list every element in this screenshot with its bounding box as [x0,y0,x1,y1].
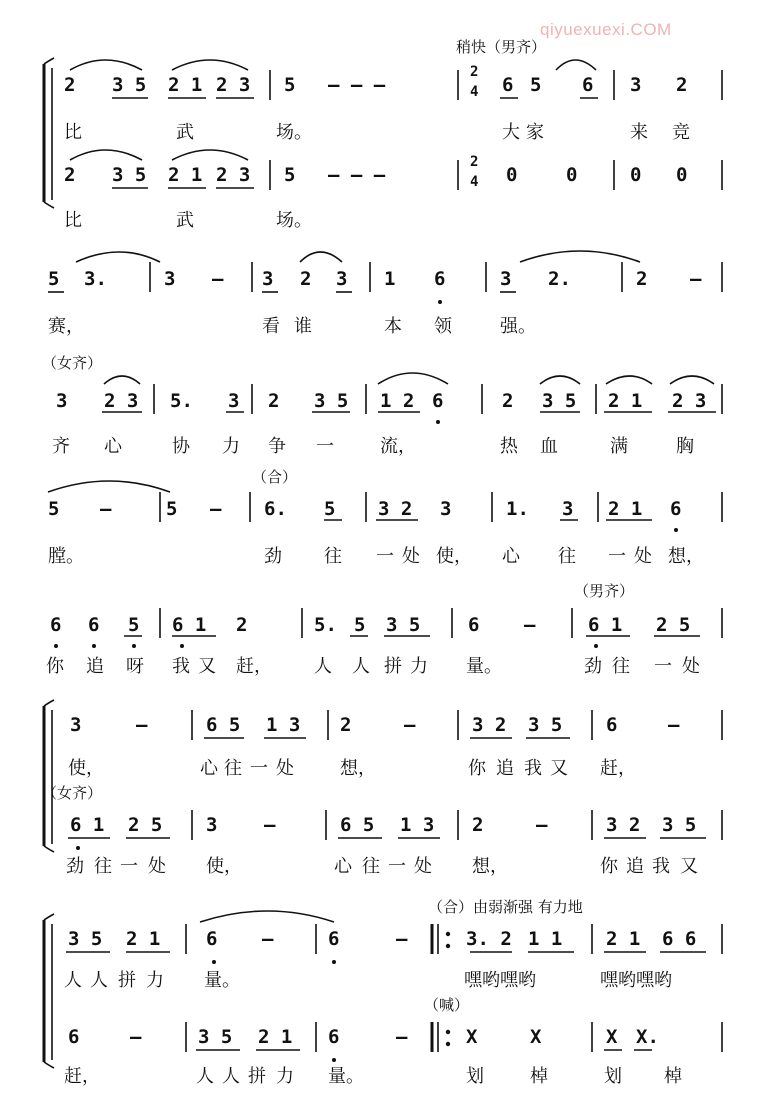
part-label: （女齐） [42,354,103,372]
lyric: 你 [600,856,618,877]
note: 2 5 [656,614,691,636]
note: 3 5 [112,74,147,96]
note: 1 1 [528,928,563,950]
note: 3 [562,498,574,520]
lyric: 赶， [600,758,636,779]
note: 1 [384,268,396,290]
note: 3 2 [472,714,507,736]
lyric: 齐 [52,436,70,457]
part-label: （男齐） [574,582,635,600]
lyric: 流， [380,436,416,457]
note: 6 6 [662,928,697,950]
lyric: 你 [468,758,486,779]
note: 2 [64,74,76,96]
lyric: 想， [340,758,376,779]
lyric: 处 [682,656,700,677]
lyric: 满 [610,436,628,457]
lyric: 看谁 [262,316,326,337]
dash: – [524,614,536,636]
dash: – [404,714,416,736]
part-label: （合） [252,468,298,486]
tempo-marking: 稍快（男齐） [456,38,547,56]
lyric: 血 [540,436,558,457]
lyric: 往 [362,856,380,877]
note: 6 1 [588,614,623,636]
note: 5 [128,614,140,636]
note: 6 [206,928,218,950]
lyric: 划 [466,1066,484,1087]
lyric: 往 [612,656,630,677]
lyric: 处 [414,856,432,877]
lyric: 我 [172,656,190,677]
note: 5 [530,74,542,96]
dash: – [690,268,702,290]
note: 5 [284,74,296,96]
note: 3 5 [528,714,563,736]
note: 3 [56,390,68,412]
dash: – [212,268,224,290]
lyric: 来竞 [630,122,714,143]
note: 1. [506,498,529,520]
note: 6 5 [340,814,375,836]
lyric: 心 [334,856,352,877]
note: 6 [68,1026,80,1048]
note: 6 [502,74,514,96]
note: 2 3 [216,164,251,186]
note: 3 [500,268,512,290]
lyric: 协 [172,436,190,457]
note: 3 5 [542,390,577,412]
lyric: 膛。 [48,546,84,567]
lyric: 心 [104,436,122,457]
lyric: 量。 [466,656,502,677]
note: 2 [64,164,76,186]
note: 6 [582,74,594,96]
lyric: 心 [200,758,218,779]
dashes: – – – [328,74,386,96]
lyric: 处 [402,546,420,567]
note: 2 1 [126,928,161,950]
note: 3. [84,268,107,290]
lyric: 人 [352,656,370,677]
lyric: 嘿哟嘿哟 [464,970,536,991]
note: 3 [228,390,240,412]
lyric: 场。 [276,210,312,231]
lyric: 棹 [530,1066,548,1087]
lyric: 赛， [48,316,84,337]
lyric: 领 [434,316,452,337]
lyric: 往 [224,758,242,779]
note: 5 [48,498,60,520]
rest: 0 [676,164,688,186]
note: 3 5 [314,390,349,412]
note: 5 [284,164,296,186]
clap-x: X [606,1026,618,1048]
dash: – [668,714,680,736]
lyric: 处 [148,856,166,877]
lyric: 呀 [126,656,144,677]
lyric: 人 [196,1066,214,1087]
rest: 0 [630,164,642,186]
note: 6 [432,390,444,412]
note: 2 1 [258,1026,293,1048]
note: 2 1 [608,498,643,520]
lyric: 拼 [384,656,402,677]
note: 2 [340,714,352,736]
dash: – [396,928,408,950]
lyric: 比 [64,122,82,143]
dash: – [210,498,222,520]
dash: – [130,1026,142,1048]
note: 6 1 [172,614,207,636]
note: 5. [314,614,337,636]
note: 3. 2 [466,928,512,950]
note: 3 [336,268,348,290]
note: 3 2 [378,498,413,520]
note: 1 3 [400,814,435,836]
lyric: 力 [410,656,428,677]
dash: – [396,1026,408,1048]
lyric: 武 [176,210,194,231]
note: 2 [502,390,514,412]
lyric: 你 [46,656,64,677]
lyric: 劲 [264,546,282,567]
note: 6 [88,614,100,636]
lyric: 使， [68,758,104,779]
time-sig-bottom: 4 [470,174,479,190]
note: 5. [170,390,193,412]
note: 3 [262,268,274,290]
lyric: 场。 [276,122,312,143]
lyric: 热 [500,436,518,457]
lyric: 往 [558,546,576,567]
lyric: 追 [86,656,104,677]
note: 6 [328,1026,340,1048]
lyric: 追 [626,856,644,877]
note: 6 [670,498,682,520]
clap-x: X [466,1026,478,1048]
lyric: 一 [388,856,406,877]
dash: – [100,498,112,520]
note: 6 [468,614,480,636]
lyric: 一 [316,436,334,457]
lyric: 处 [634,546,652,567]
clap-x: X [530,1026,542,1048]
lyric: 赶， [64,1066,100,1087]
note: 5 [48,268,60,290]
note: 1 3 [266,714,301,736]
lyric: 争 [268,436,286,457]
note: 2 1 [608,390,643,412]
lyric: 大家 [502,122,550,143]
note: 3 5 [662,814,697,836]
note: 2 1 [168,74,203,96]
lyric: 划 [604,1066,622,1087]
lyric: 一 [120,856,138,877]
note: 5 [324,498,336,520]
rest: 0 [506,164,518,186]
note: 2 [676,74,688,96]
note: 2 [268,390,280,412]
note: 6 1 [70,814,105,836]
note: 6 [328,928,340,950]
note: 6 [606,714,618,736]
lyric: 拼 [248,1066,266,1087]
note: 2 5 [128,814,163,836]
lyric: 使， [436,546,472,567]
note: 5 [354,614,366,636]
lyric: 心 [502,546,520,567]
note: 3 5 [68,928,103,950]
lyric: 强。 [500,316,536,337]
note: 6 5 [206,714,241,736]
lyric: 力 [146,970,164,991]
lyric: 比 [64,210,82,231]
note: 3 5 [112,164,147,186]
dash: – [136,714,148,736]
note: 3 5 [386,614,421,636]
clap-x: X. [636,1026,659,1048]
note: 6. [264,498,287,520]
lyric: 量。 [328,1066,364,1087]
lyric: 人 [90,970,108,991]
note: 2 3 [216,74,251,96]
note: 2 [236,614,248,636]
note: 3 5 [198,1026,233,1048]
note: 1 2 [380,390,415,412]
lyric: 追 [496,758,514,779]
rest: 0 [566,164,578,186]
lyric: 力 [276,1066,294,1087]
lyric: 力 [222,436,240,457]
note: 3 2 [606,814,641,836]
lyric: 又 [550,758,568,779]
lyric: 劲 [584,656,602,677]
lyric: 拼 [118,970,136,991]
lyric: 往 [324,546,342,567]
dash: – [262,928,274,950]
lyric: 一 [608,546,626,567]
note: 2 1 [606,928,641,950]
lyric: 往 [94,856,112,877]
watermark: qiyuexuexi.COM [540,20,672,39]
lyric: 劲 [66,856,84,877]
lyric: 本 [384,316,402,337]
lyric: 武 [176,122,194,143]
lyric: 量。 [204,970,240,991]
lyric: 胸 [676,436,694,457]
lyric: 使， [206,856,242,877]
lyric: 人 [314,656,332,677]
lyric: 人 [222,1066,240,1087]
time-sig-bottom: 4 [470,84,479,100]
note: 6 [50,614,62,636]
note: 2 [472,814,484,836]
note: 3 [440,498,452,520]
note: 3 [630,74,642,96]
note: 5 [166,498,178,520]
lyric: 棹 [664,1066,682,1087]
lyric: 人 [64,970,82,991]
lyric: 我 [652,856,670,877]
note: 2 1 [168,164,203,186]
dynamics-direction: （合）由弱渐强 有力地 [428,898,583,916]
note: 3 [164,268,176,290]
lyric: 我 [524,758,542,779]
time-sig-top: 2 [470,64,479,80]
lyric: 一 [250,758,268,779]
note: 2 3 [672,390,707,412]
dashes: – – – [328,164,386,186]
lyric: 处 [276,758,294,779]
note: 6 [434,268,446,290]
dash: – [536,814,548,836]
note: 2 3 [104,390,139,412]
lyric: 一 [654,656,672,677]
lyric: 又 [198,656,216,677]
dash: – [264,814,276,836]
note: 2. [548,268,571,290]
lyric: 想， [472,856,508,877]
note: 3 [70,714,82,736]
lyric: 一 [376,546,394,567]
part-label: （喊） [424,996,470,1014]
note: 2 [636,268,648,290]
lyric: 赶， [236,656,272,677]
part-label: （女齐） [42,784,103,802]
time-sig-top: 2 [470,154,479,170]
lyric: 又 [680,856,698,877]
lyric: 想， [668,546,704,567]
note: 2 [300,268,312,290]
note: 3 [206,814,218,836]
lyric: 嘿哟嘿哟 [600,970,672,991]
